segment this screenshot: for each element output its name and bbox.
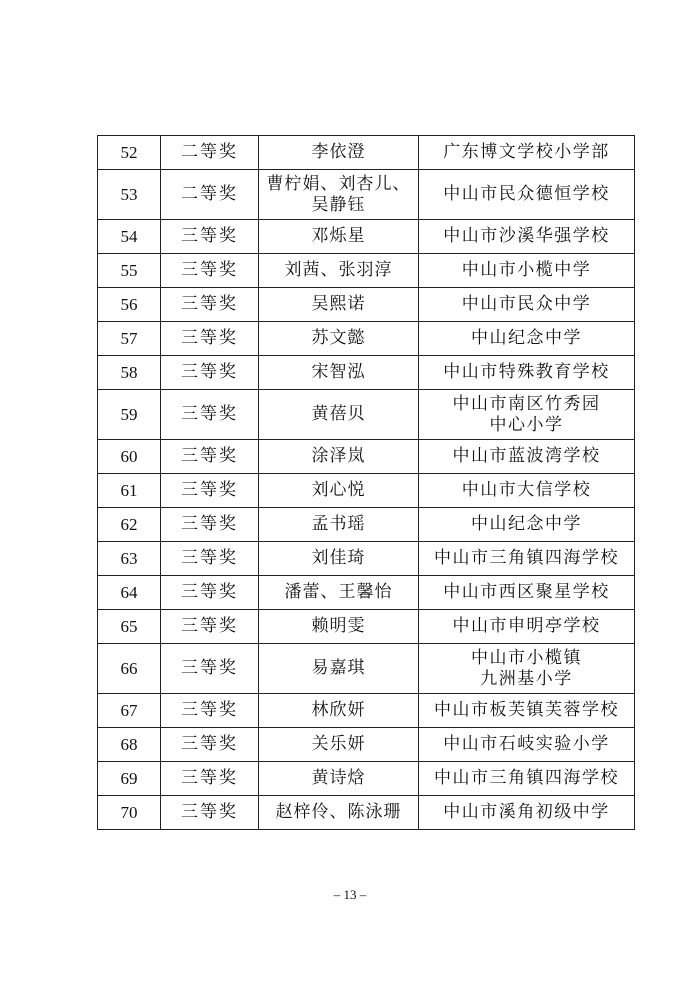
awards-table	[97, 135, 635, 830]
row-number: 66	[98, 644, 161, 694]
award-level: 三等奖	[161, 440, 259, 474]
winner-names-line: 宋智泓	[311, 362, 366, 382]
winner-names-line: 关乐妍	[311, 734, 366, 754]
school-name-line: 中山市大信学校	[461, 480, 592, 500]
table-row	[98, 136, 635, 170]
award-level: 三等奖	[161, 796, 259, 830]
row-number: 53	[98, 170, 161, 220]
table-row	[98, 254, 635, 288]
school-name	[419, 440, 635, 474]
school-name-line: 中山市溪角初级中学	[443, 802, 610, 822]
award-level: 三等奖	[161, 728, 259, 762]
winner-names-line: 赵梓伶、陈泳珊	[275, 802, 402, 822]
school-name-line: 中山市板芙镇芙蓉学校	[434, 700, 619, 720]
school-name-line: 中山市石岐实验小学	[443, 734, 610, 754]
winner-names-line: 涂泽岚	[311, 446, 366, 466]
school-name-line: 中山纪念中学	[471, 328, 582, 348]
school-name-line: 中山市民众德恒学校	[443, 184, 610, 204]
award-level: 三等奖	[161, 542, 259, 576]
winner-names	[259, 474, 419, 508]
row-number: 69	[98, 762, 161, 796]
school-name-line: 中山市南区竹秀园	[452, 393, 601, 414]
school-name	[419, 474, 635, 508]
award-level: 三等奖	[161, 762, 259, 796]
table-row	[98, 576, 635, 610]
winner-names	[259, 288, 419, 322]
winner-names	[259, 508, 419, 542]
award-level: 二等奖	[161, 136, 259, 170]
row-number: 54	[98, 220, 161, 254]
school-name	[419, 170, 635, 220]
table-row	[98, 356, 635, 390]
winner-names-line: 邓烁星	[311, 226, 366, 246]
row-number: 64	[98, 576, 161, 610]
school-name	[419, 220, 635, 254]
table-row	[98, 170, 635, 220]
award-level: 三等奖	[161, 694, 259, 728]
award-level: 三等奖	[161, 508, 259, 542]
table-row	[98, 796, 635, 830]
award-level: 二等奖	[161, 170, 259, 220]
award-level: 三等奖	[161, 356, 259, 390]
winner-names	[259, 322, 419, 356]
table-row	[98, 474, 635, 508]
winner-names-line: 孟书瑶	[311, 514, 366, 534]
school-name-line: 中山市蓝波湾学校	[452, 446, 601, 466]
winner-names	[259, 542, 419, 576]
award-level: 三等奖	[161, 576, 259, 610]
winner-names-line: 黄诗焓	[311, 768, 366, 788]
winner-names-line: 林欣妍	[311, 700, 366, 720]
winner-names-line: 李依澄	[311, 142, 366, 162]
award-level: 三等奖	[161, 220, 259, 254]
winner-names	[259, 644, 419, 694]
award-level: 三等奖	[161, 644, 259, 694]
winner-names	[259, 356, 419, 390]
winner-names-line: 黄蓓贝	[311, 404, 366, 424]
award-level: 三等奖	[161, 474, 259, 508]
winner-names-line: 曹柠娟、刘杏儿、	[266, 173, 411, 194]
table-row	[98, 220, 635, 254]
winner-names-line: 刘茜、张羽淳	[284, 260, 393, 280]
winner-names	[259, 796, 419, 830]
row-number: 65	[98, 610, 161, 644]
table-row	[98, 762, 635, 796]
winner-names	[259, 170, 419, 220]
school-name	[419, 610, 635, 644]
row-number: 55	[98, 254, 161, 288]
table-row	[98, 728, 635, 762]
table-row	[98, 694, 635, 728]
row-number: 67	[98, 694, 161, 728]
winner-names-line: 潘蕾、王馨怡	[284, 582, 393, 602]
row-number: 62	[98, 508, 161, 542]
school-name	[419, 356, 635, 390]
winner-names-line: 苏文懿	[311, 328, 366, 348]
award-level: 三等奖	[161, 322, 259, 356]
table-row	[98, 322, 635, 356]
school-name-line: 九洲基小学	[480, 668, 573, 689]
table-row	[98, 390, 635, 440]
school-name	[419, 254, 635, 288]
school-name	[419, 644, 635, 694]
school-name-line: 广东博文学校小学部	[443, 142, 610, 162]
school-name	[419, 390, 635, 440]
school-name-line: 中山市小榄中学	[461, 260, 592, 280]
award-level: 三等奖	[161, 288, 259, 322]
awards-table-body	[98, 136, 635, 830]
winner-names-line: 易嘉琪	[311, 658, 366, 678]
award-level: 三等奖	[161, 610, 259, 644]
school-name-line: 中山市申明亭学校	[452, 616, 601, 636]
school-name	[419, 136, 635, 170]
school-name	[419, 288, 635, 322]
school-name	[419, 796, 635, 830]
page-number: – 13 –	[333, 887, 367, 902]
row-number: 52	[98, 136, 161, 170]
table-row	[98, 288, 635, 322]
table-row	[98, 644, 635, 694]
winner-names	[259, 220, 419, 254]
row-number: 63	[98, 542, 161, 576]
winner-names	[259, 576, 419, 610]
table-row	[98, 542, 635, 576]
row-number: 57	[98, 322, 161, 356]
school-name-line: 中山市西区聚星学校	[443, 582, 610, 602]
school-name	[419, 576, 635, 610]
school-name	[419, 508, 635, 542]
winner-names-line: 吴静钰	[311, 194, 366, 215]
row-number: 60	[98, 440, 161, 474]
school-name-line: 中山市小榄镇	[471, 647, 582, 668]
school-name	[419, 694, 635, 728]
school-name-line: 中心小学	[489, 414, 564, 435]
award-level: 三等奖	[161, 254, 259, 288]
winner-names	[259, 694, 419, 728]
winner-names	[259, 390, 419, 440]
row-number: 61	[98, 474, 161, 508]
row-number: 59	[98, 390, 161, 440]
winner-names	[259, 762, 419, 796]
winner-names	[259, 254, 419, 288]
row-number: 56	[98, 288, 161, 322]
row-number: 58	[98, 356, 161, 390]
row-number: 68	[98, 728, 161, 762]
school-name	[419, 542, 635, 576]
winner-names-line: 刘佳琦	[311, 548, 366, 568]
school-name	[419, 322, 635, 356]
school-name-line: 中山市沙溪华强学校	[443, 226, 610, 246]
winner-names	[259, 728, 419, 762]
school-name-line: 中山纪念中学	[471, 514, 582, 534]
winner-names	[259, 610, 419, 644]
school-name	[419, 762, 635, 796]
school-name-line: 中山市特殊教育学校	[443, 362, 610, 382]
row-number: 70	[98, 796, 161, 830]
winner-names	[259, 136, 419, 170]
table-row	[98, 440, 635, 474]
school-name	[419, 728, 635, 762]
winner-names-line: 吴熙诺	[311, 294, 366, 314]
winner-names	[259, 440, 419, 474]
school-name-line: 中山市三角镇四海学校	[434, 768, 619, 788]
table-row	[98, 610, 635, 644]
award-level: 三等奖	[161, 390, 259, 440]
school-name-line: 中山市三角镇四海学校	[434, 548, 619, 568]
school-name-line: 中山市民众中学	[461, 294, 592, 314]
winner-names-line: 刘心悦	[311, 480, 366, 500]
winner-names-line: 赖明雯	[311, 616, 366, 636]
table-row	[98, 508, 635, 542]
